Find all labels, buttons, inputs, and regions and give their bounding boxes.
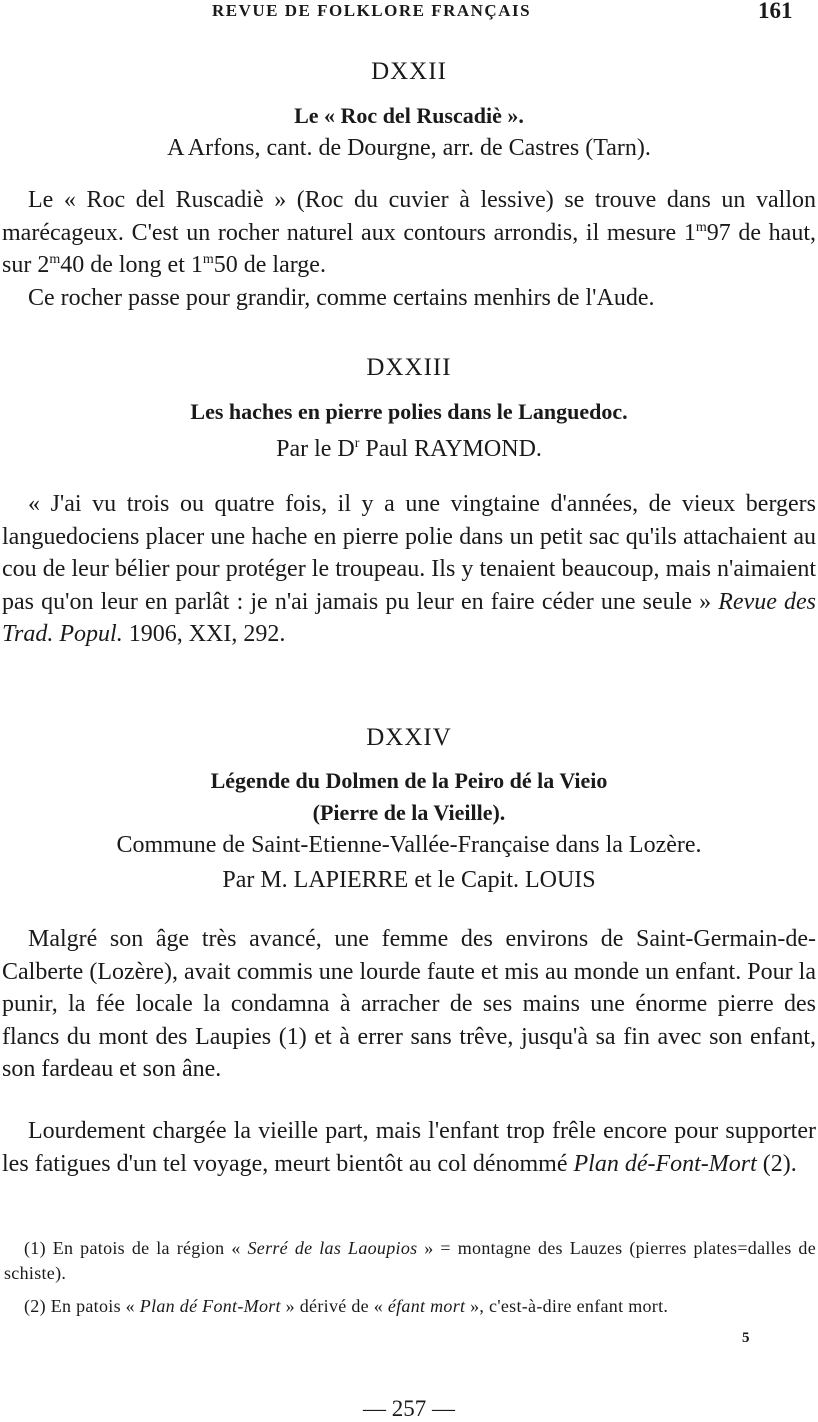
paragraph: Lourdement chargée la vieille part, mais l'enfant trop frêle encore pour supporter les fatigues d'un tel voyage, meurt bientôt au col dénommé Plan dé-Font-Mort (2). (2, 1118, 816, 1177)
footnote-1: (1) En patois de la région « Serré de las Laoupios » = montagne des Lauzes (pierres plates=dalles de schiste). (4, 1238, 816, 1283)
page-number: — 257 — (363, 1396, 455, 1421)
section-number-dxxiii: DXXIII (366, 354, 452, 381)
signature-mark: 5 (742, 1330, 750, 1346)
paragraph-quote: « J'ai vu trois ou quatre fois, il y a une vingtaine d'années, de vieux bergers languedociens placer une hache en pierre polie dans un petit sac qu'ils attachaient au cou de leur bélier pour protéger le troupeau. Ils y tenaient beaucoup, mais n'aimaient pas qu'on leur en parlât : je n'ai jamais pu leur en faire céder une seule » Revue des Trad. Popul. 1906, XXI, 292. (2, 491, 817, 647)
section-title-haches: Les haches en pierre polies dans le Languedoc. (190, 399, 628, 424)
running-title: REVUE DE FOLKLORE FRANÇAIS (212, 1, 532, 20)
paragraph: Malgré son âge très avancé, une femme des environs de Saint-Germain-de-Calberte (Lozère), avait commis une lourde faute et mis au monde un enfant. Pour la punir, la fée locale la condamna à arracher de ses mains une énorme pierre des flancs du mont des Laupies (1) et à errer sans trêve, jusqu'à sa fin avec son enfant, son fardeau et son âne. (2, 926, 816, 1082)
section-location: A Arfons, cant. de Dourgne, arr. de Castres (Tarn). (167, 135, 651, 161)
running-head (0, 0, 818, 24)
section-byline: Par le $D^r$ Paul RAYMOND. (276, 436, 542, 462)
folio-number: 161 (758, 0, 793, 23)
paragraph: Le « Roc del Ruscadiè » (Roc du cuvier à lessive) se trouve dans un vallon marécageux. C'est un rocher naturel aux contours arrondis, il mesure 1$^m$97 de haut, sur 2$^m$40 de long et 1$^m$50 de large. (2, 187, 816, 278)
section-number-dxxii: DXXII (371, 58, 447, 85)
footnote-2: (2) En patois « Plan dé Font-Mort » dérivé de « éfant mort », c'est-à-dire enfant mort. (24, 1296, 669, 1316)
section-number-dxxiv: DXXIV (366, 724, 452, 751)
section-title-roc-del-ruscadie: Le « Roc del Ruscadiè ». (294, 103, 524, 128)
section-title-dolmen-line-2: (Pierre de la Vieille). (312, 800, 506, 825)
paragraph: Ce rocher passe pour grandir, comme certains menhirs de l'Aude. (28, 285, 655, 311)
section-byline: Par M. LAPIERRE et le Capit. LOUIS (222, 867, 596, 893)
section-location: Commune de Saint-Etienne-Vallée-Française dans la Lozère. (116, 832, 702, 858)
section-title-dolmen-line-1: Légende du Dolmen de la Peiro dé la Vieio (210, 768, 608, 793)
